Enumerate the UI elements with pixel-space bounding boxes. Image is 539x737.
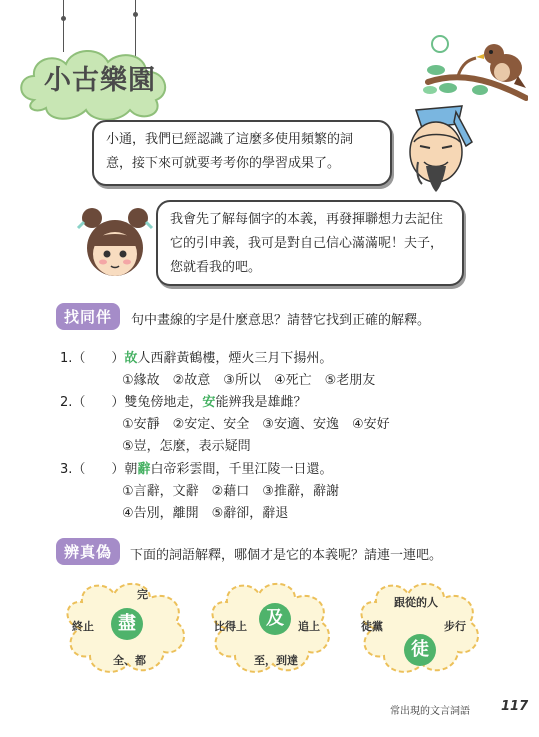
meaning-option[interactable]: 至，到達 <box>254 654 298 667</box>
meaning-option[interactable]: 完 <box>137 588 148 601</box>
meaning-option[interactable]: 徒黨 <box>361 620 383 633</box>
meaning-option[interactable]: 全、都 <box>113 654 146 667</box>
bird-branch-illustration <box>418 24 528 106</box>
highlighted-word: 辭 <box>137 462 151 477</box>
highlighted-word: 安 <box>202 395 216 410</box>
question-options: ①緣故 ②故意 ③所以 ④死亡 ⑤老朋友 <box>122 373 376 388</box>
page-title: 小古樂園 <box>44 65 156 96</box>
question-number[interactable]: 2.（ ） <box>60 395 125 410</box>
string-knot <box>61 16 66 21</box>
meaning-option[interactable]: 追上 <box>298 620 320 633</box>
footer-title: 常出現的文言詞語 <box>390 706 470 717</box>
question-1: 1.（ ）故人西辭黃鶴樓，煙火三月下揚州。 <box>60 351 333 366</box>
page-number: 117 <box>501 699 529 714</box>
section-instruction: 下面的詞語解釋，哪個才是它的本義呢？請連一連吧。 <box>130 548 443 563</box>
character-circle[interactable]: 及 <box>259 603 291 635</box>
girl-avatar <box>76 206 154 282</box>
question-options: ⑤豈，怎麼，表示疑問 <box>122 439 251 454</box>
question-options: ①言辭，文辭 ②藉口 ③推辭，辭謝 <box>122 484 339 499</box>
meaning-option[interactable]: 步行 <box>444 620 466 633</box>
question-number[interactable]: 3.（ ） <box>60 462 125 477</box>
question-3: 3.（ ）朝辭白帝彩雲間，千里江陵一日還。 <box>60 462 333 477</box>
section-badge-find-partner: 找同伴 <box>56 303 120 330</box>
girl-speech-bubble: 我會先了解每個字的本義，再發揮聯想力去記住它的引申義，我可是對自己信心滿滿呢！夫子，您就看我的吧。 <box>156 200 464 286</box>
highlighted-word: 故 <box>124 351 138 366</box>
section-instruction: 句中畫線的字是什麼意思？請替它找到正確的解釋。 <box>131 313 431 328</box>
meaning-option[interactable]: 比得上 <box>214 620 247 633</box>
meaning-option[interactable]: 跟從的人 <box>394 596 438 609</box>
section-badge-true-false: 辨真偽 <box>56 538 120 565</box>
question-number[interactable]: 1.（ ） <box>60 351 125 366</box>
teacher-avatar <box>396 102 476 194</box>
question-options: ④告別，離開 ⑤辭卻，辭退 <box>122 506 289 521</box>
question-options: ①安靜 ②安定、安全 ③安適、安逸 ④安好 <box>122 417 390 432</box>
meaning-option[interactable]: 終止 <box>72 620 94 633</box>
teacher-speech-bubble: 小通，我們已經認識了這麼多使用頻繁的詞意，接下來可就要考考你的學習成果了。 <box>92 120 392 186</box>
string-knot <box>133 12 138 17</box>
character-circle[interactable]: 盡 <box>111 608 143 640</box>
character-circle[interactable]: 徒 <box>404 634 436 666</box>
question-2: 2.（ ）雙兔傍地走，安能辨我是雄雌？ <box>60 395 307 410</box>
